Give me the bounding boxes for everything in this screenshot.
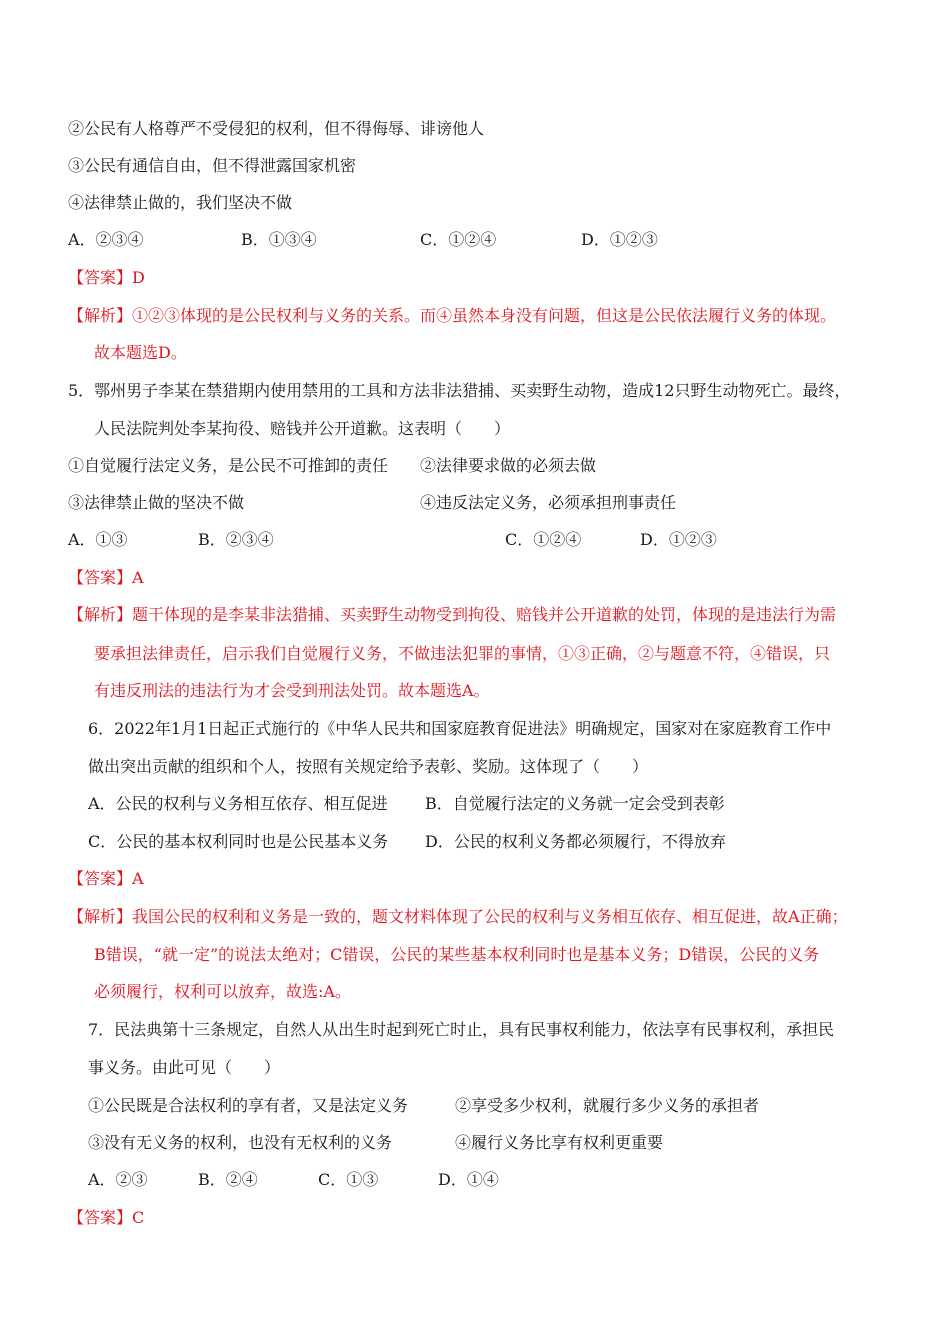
q5-analysis-line-3: 有违反刑法的违法行为才会受到刑法处罚。故本题选A。 (94, 681, 490, 700)
q6-stem-line-2: 做出突出贡献的组织和个人，按照有关规定给予表彰、奖励。这体现了（ ） (88, 757, 649, 776)
answer-tag: 【答案】 (68, 568, 133, 587)
q7-item-2: ②享受多少权利，就履行多少义务的承担者 (455, 1096, 760, 1115)
q5-stem-line-1: 5．鄂州男子李某在禁猎期内使用禁用的工具和方法非法猎捕、买卖野生动物，造成12只野生动物死亡。最终， (68, 381, 851, 400)
q4-item-3: ③公民有通信自由，但不得泄露国家机密 (68, 156, 357, 175)
q4-item-2: ②公民有人格尊严不受侵犯的权利，但不得侮辱、诽谤他人 (68, 119, 485, 138)
analysis-tag: 【解析】 (68, 306, 133, 325)
q5-item-2: ②法律要求做的必须去做 (420, 456, 597, 475)
q5-option-c: C．①②④ (505, 530, 582, 549)
q5-item-4: ④违反法定义务，必须承担刑事责任 (420, 493, 677, 512)
q5-option-b: B．②③④ (198, 530, 274, 549)
q7-answer (68, 1207, 144, 1229)
analysis-tag: 【解析】 (68, 605, 133, 624)
q5-item-1: ①自觉履行法定义务，是公民不可推卸的责任 (68, 456, 389, 475)
q7-option-a: A．②③ (88, 1170, 148, 1189)
answer-value: C (132, 1208, 145, 1227)
q5-item-3: ③法律禁止做的坚决不做 (68, 493, 245, 512)
q7-item-3: ③没有无义务的权利，也没有无权利的义务 (88, 1133, 393, 1152)
q7-item-1: ①公民既是合法权利的享有者，又是法定义务 (88, 1096, 409, 1115)
q7-item-4: ④履行义务比享有权利更重要 (455, 1133, 664, 1152)
q6-answer (68, 868, 144, 890)
q4-option-a: A．②③④ (68, 230, 144, 249)
answer-value: D (132, 268, 145, 287)
q7-stem-line-1: 7．民法典第十三条规定，自然人从出生时起到死亡时止，具有民事权利能力，依法享有民事权利，承担民 (88, 1020, 835, 1039)
answer-value: A (132, 869, 144, 888)
answer-tag: 【答案】 (68, 1208, 133, 1227)
answer-tag: 【答案】 (68, 869, 133, 888)
q6-option-c: C．公民的基本权利同时也是公民基本义务 (88, 832, 389, 851)
analysis-text: 题干体现的是李某非法猎捕、买卖野生动物受到拘役、赔钱并公开道歉的处罚，体现的是违法行为需 (132, 605, 837, 624)
analysis-text: 我国公民的权利和义务是一致的，题文材料体现了公民的权利与义务相互依存、相互促进，故A正确； (132, 907, 848, 926)
q6-option-d: D．公民的权利义务都必须履行，不得放弃 (425, 832, 726, 851)
q7-option-d: D．①④ (438, 1170, 499, 1189)
analysis-text: ①②③体现的是公民权利与义务的关系。而④虽然本身没有问题，但这是公民依法履行义务的体现。 (132, 306, 837, 325)
q6-analysis-line-1 (68, 906, 848, 928)
q4-analysis-line-1 (68, 305, 836, 327)
q5-analysis-line-2: 要承担法律责任，启示我们自觉履行义务，不做违法犯罪的事情，①③正确，②与题意不符，④错误，只 (94, 644, 831, 663)
q6-analysis-line-3: 必须履行，权利可以放弃，故选:A。 (94, 982, 351, 1001)
q7-option-b: B．②④ (198, 1170, 258, 1189)
q5-analysis-line-1 (68, 604, 836, 626)
q5-stem-line-2: 人民法院判处李某拘役、赔钱并公开道歉。这表明（ ） (94, 419, 511, 438)
q6-option-b: B．自觉履行法定的义务就一定会受到表彰 (425, 794, 725, 813)
answer-value: A (132, 568, 144, 587)
q4-option-d: D．①②③ (581, 230, 658, 249)
q4-answer (68, 267, 145, 289)
q4-analysis-line-2: 故本题选D。 (94, 343, 187, 362)
answer-tag: 【答案】 (68, 268, 133, 287)
q5-option-d: D．①②③ (640, 530, 717, 549)
q7-option-c: C．①③ (318, 1170, 379, 1189)
q6-analysis-line-2: B错误，“就一定”的说法太绝对；C错误，公民的某些基本权利同时也是基本义务；D错误，公民的义务 (94, 945, 820, 964)
q4-item-4: ④法律禁止做的，我们坚决不做 (68, 193, 293, 212)
q4-option-b: B．①③④ (241, 230, 317, 249)
q6-stem-line-1: 6．2022年1月1日起正式施行的《中华人民共和国家庭教育促进法》明确规定，国家对在家庭教育工作中 (88, 719, 832, 738)
q7-stem-line-2: 事义务。由此可见（ ） (88, 1058, 281, 1077)
q4-option-c: C．①②④ (420, 230, 497, 249)
q6-option-a: A．公民的权利与义务相互依存、相互促进 (88, 794, 388, 813)
q5-option-a: A．①③ (68, 530, 128, 549)
analysis-tag: 【解析】 (68, 907, 133, 926)
q5-answer (68, 567, 144, 589)
